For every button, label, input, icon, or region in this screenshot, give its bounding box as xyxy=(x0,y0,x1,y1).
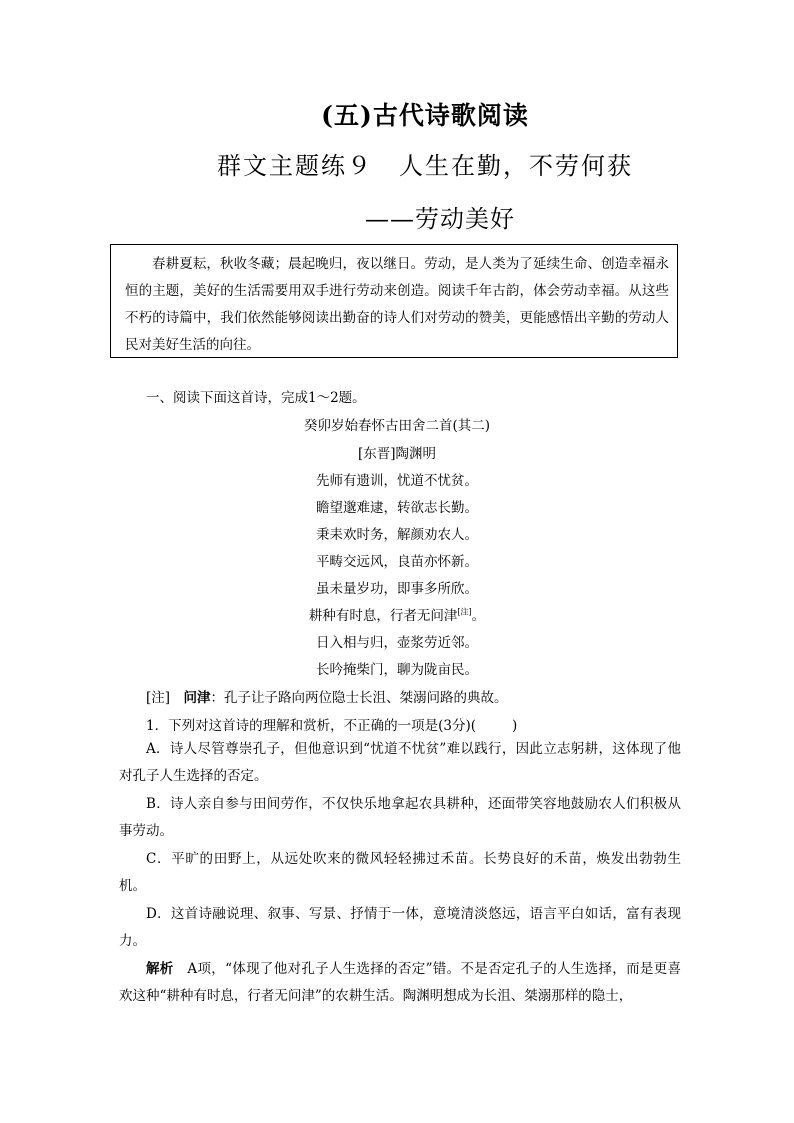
poem-line: 日入相与归，壶浆劳近邻。 xyxy=(316,635,478,651)
note-marker: [注] xyxy=(457,607,472,617)
poem-line: 平畴交远风，良苗亦怀新。 xyxy=(316,554,478,570)
poem-line: 长吟掩柴门，聊为陇亩民。 xyxy=(316,662,478,678)
poem-note xyxy=(146,686,508,706)
section-title: (五)古代诗歌阅读 xyxy=(321,101,529,130)
note-label: [注] xyxy=(146,690,171,706)
note-text: ：孔子让子路向两位隐士长沮、桀溺问路的典故。 xyxy=(210,690,508,706)
theme-subtitle: ——劳动美好 xyxy=(365,205,515,233)
poem-line: 先师有遗训，忧道不忧贫。 xyxy=(316,473,478,489)
poem-title: 癸卯岁始春怀古田舍二首(其二) xyxy=(303,418,491,434)
poem-line: 秉耒欢时务，解颜劝农人。 xyxy=(316,527,478,543)
poem-line-text: 耕种有时息，行者无问津 xyxy=(308,608,458,624)
poem-line-end: 。 xyxy=(471,608,486,624)
question-1-end: ) xyxy=(511,718,518,734)
question-intro: 一、阅读下面这首诗，完成1～2题。 xyxy=(146,390,366,406)
question-1-stem xyxy=(146,714,517,734)
option-c: C．平旷的田野上，从远处吹来的微风轻轻拂过禾苗。长势良好的禾苗，焕发出勃勃生机。 xyxy=(119,851,681,894)
note-term: 问津 xyxy=(183,690,211,706)
option-b: B．诗人亲自参与田间劳作，不仅快乐地拿起农具耕种，还面带笑容地鼓励农人们积极从事劳动。 xyxy=(119,796,681,839)
practice-subtitle: 群文主题练９ 人生在勤，不劳何获 xyxy=(217,152,633,180)
analysis-label: 解析 xyxy=(146,961,174,977)
poem-line: 虽未量岁功，即事多所欣。 xyxy=(316,581,478,597)
analysis-text: A项，“体现了他对孔子人生选择的否定”错。不是否定孔子的人生选择，而是更喜欢这种“耕种有时息，行者无问津”的农耕生活。陶渊明想成为长沮、桀溺那样的隐士， xyxy=(119,961,682,1004)
poem-line xyxy=(0,604,794,624)
analysis xyxy=(119,956,681,1010)
option-a: A．诗人尽管尊崇孔子，但他意识到“忧道不忧贫”难以践行，因此立志躬耕，这体现了他对孔子人生选择的否定。 xyxy=(119,741,681,784)
intro-box: 春耕夏耘，秋收冬藏；晨起晚归，夜以继日。劳动，是人类为了延续生命、创造幸福永恒的主题，美好的生活需要用双手进行劳动来创造。阅读千年古韵，体会劳动幸福。从这些不朽的诗篇中，我们依然能够阅读出勤奋的诗人们对劳动的赞美，更能感悟出辛勤的劳动人民对美好生活的向往。 xyxy=(110,244,678,358)
poem-line: 瞻望邈难逮，转欲志长勤。 xyxy=(316,500,478,516)
question-1-text: 1．下列对这首诗的理解和赏析，不正确的一项是(3分)( xyxy=(146,718,476,734)
option-d: D．这首诗融说理、叙事、写景、抒情于一体，意境清淡悠远，语言平白如话，富有表现力。 xyxy=(119,906,681,949)
poem-author: [东晋]陶渊明 xyxy=(357,446,437,462)
